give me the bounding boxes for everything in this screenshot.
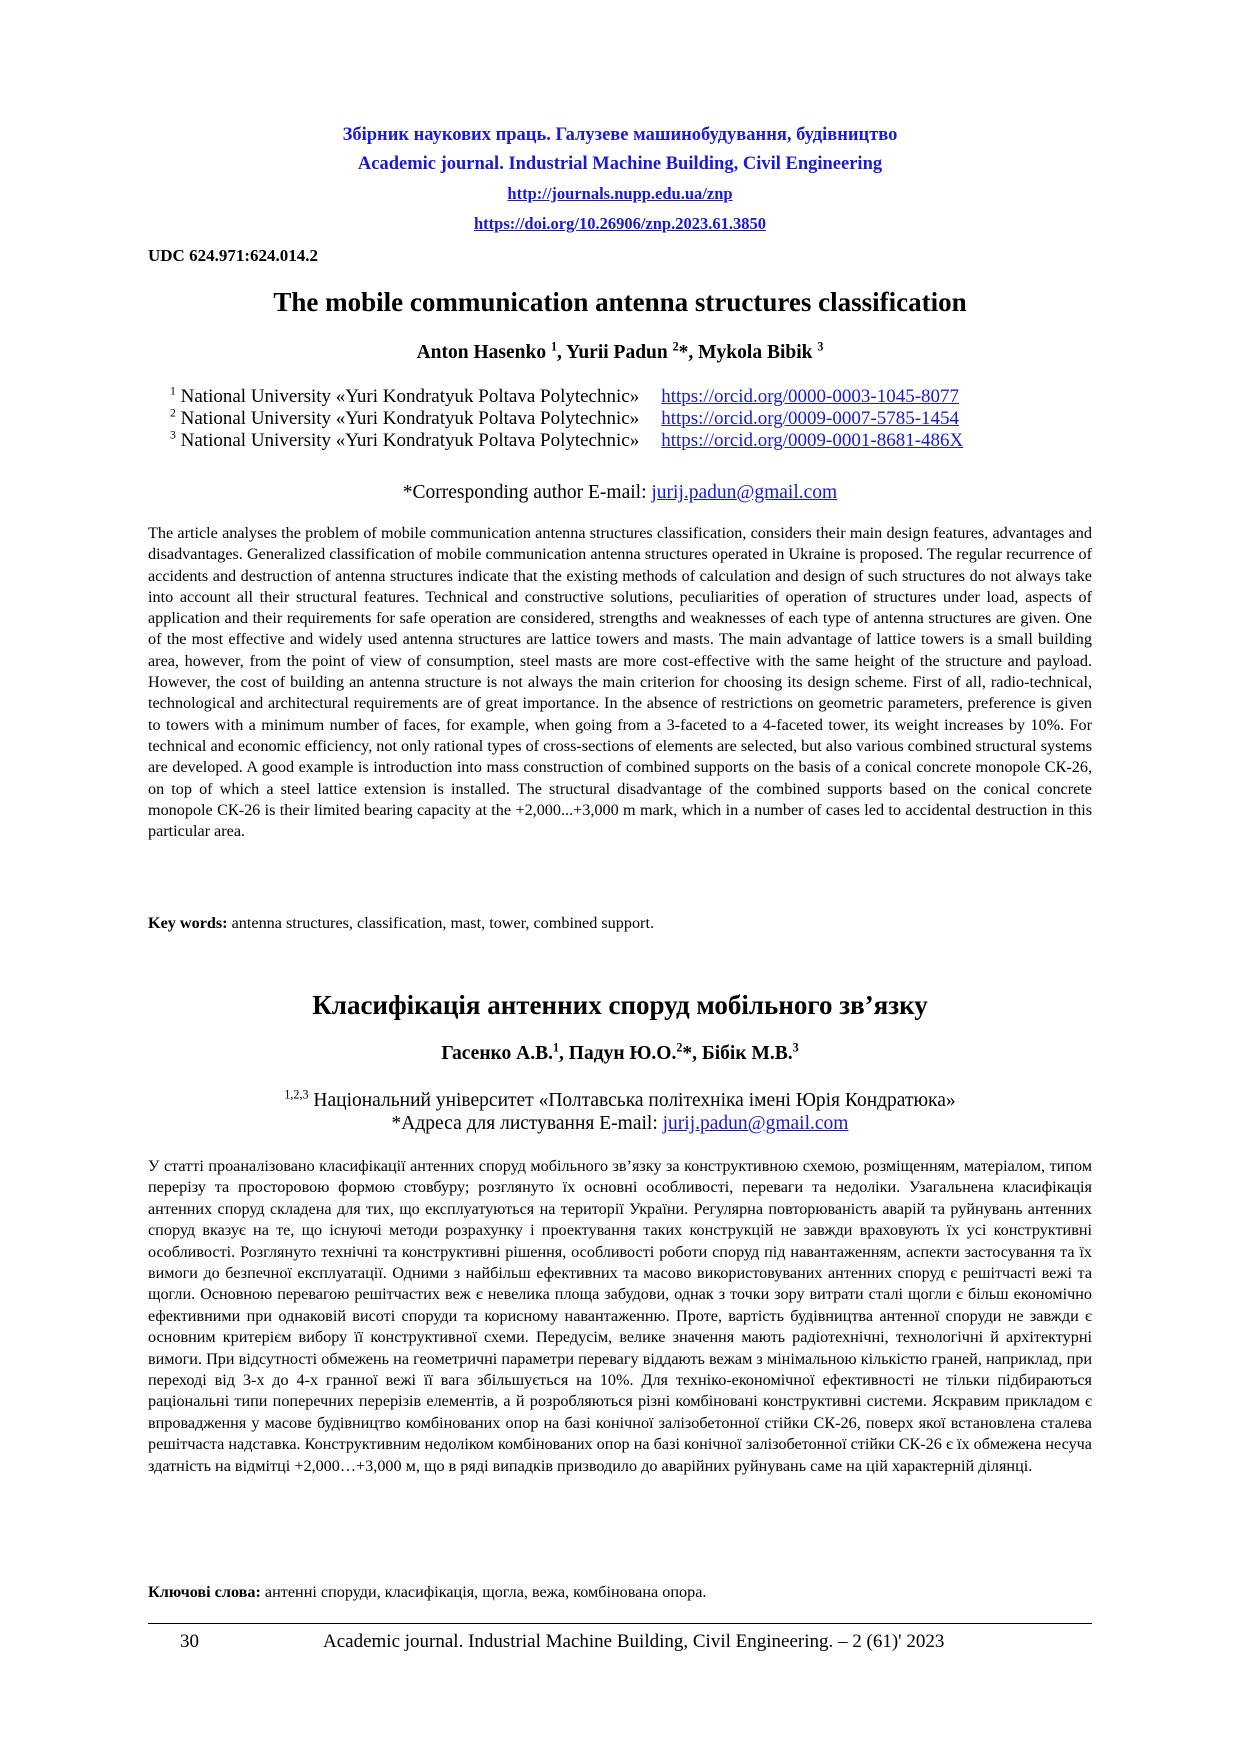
author-affiliation-mark: 1 — [553, 1040, 560, 1055]
authors-ua — [0, 1040, 1240, 1065]
orcid-link[interactable]: https://orcid.org/0000-0003-1045-8077 — [661, 386, 960, 407]
keywords-ua — [148, 1583, 706, 1602]
keywords-text: antenna structures, classification, mast, tower, combined support. — [227, 914, 654, 932]
abstract-ua: У статті проаналізовано класифікації антенних споруд мобільного зв’язку за конструктивною схемою, розміщенням, матеріалом, типом перерізу та просторовою формою стовбуру; розглянуто їх основні особливості, переваги та недоліки. Узагальнена класифікація антенних споруд складена для тих, що експлуатуються на території України. Регулярна повторюваність аварій та руйнувань антенних споруд вказує на те, що існуючі методи розрахунку і проектування таких конструкцій не завжди враховують їх усі конструктивні особливості. Розглянуто технічні та конструктивні рішення, особливості роботи споруд під навантаженням, аспекти застосування та їх вимоги до безпечної експлуатації. Одними з найбільш ефективних та масово використовуваних антенних споруд є решітчасті вежі та щогли. Основною перевагою решітчастих веж є невелика площа забудови, однак з точки зору витрати сталі щогли є більш економічно ефективними при однаковій висоті споруди та корисному навантаженню. Проте, вартість будівництва антенної споруди не завжди є основним критерієм вибору її конструктивної схеми. Передусім, велике значення мають радіотехнічні, технологічні й архітектурні вимоги. При відсутності обмежень на геометричні параметри перевагу віддають вежам з мінімальною кількістю граней, наприклад, при переході від 3-х до 4-х гранної вежі її вага збільшується на 10%. Для техніко-економічної ефективності не тільки підбираються раціональні типи поперечних перерізів елементів, а й розробляються різні комбіновані конструктивні системи. Яскравим прикладом є впровадження у масове будівництво комбінованих опор на базі конічної залізобетонної стійки СК-26, поверх якої встановлена сталева решітчаста надставка. Конструктивним недоліком комбінованих опор на базі конічної залізобетонної стійки СК-26 є їх обмежена несуча здатність на відмітці +2,000…+3,000 м, що в ряді випадків призводило до аварійних руйнувань саме на цій характерній ділянці. — [148, 1157, 1092, 1475]
author-separator: *, — [682, 1043, 702, 1064]
affiliation-org: National University «Yuri Kondratyuk Poltava Polytechnic» — [175, 386, 640, 407]
affiliation-row — [170, 408, 963, 430]
page-number: 30 — [180, 1631, 199, 1652]
author-separator: *, — [678, 342, 699, 363]
article-title-ua: Класифікація антенних споруд мобільного зв’язку — [312, 990, 928, 1020]
author-separator: , — [559, 1043, 569, 1064]
corresponding-label: *Corresponding author E-mail: — [402, 482, 652, 503]
affiliation-mark: 2 — [170, 406, 176, 420]
affiliation-org: National University «Yuri Kondratyuk Poltava Polytechnic» — [175, 408, 640, 429]
corresponding-label: *Адреса для листування E-mail: — [391, 1113, 663, 1134]
orcid-link[interactable]: https://orcid.org/0009-0007-5785-1454 — [661, 408, 960, 429]
author-name: Anton Hasenko — [416, 342, 551, 363]
journal-url-link[interactable]: http://journals.nupp.edu.ua/znp — [507, 184, 733, 203]
author-name: Гасенко А.В. — [441, 1043, 553, 1064]
affiliation-org: National University «Yuri Kondratyuk Poltava Polytechnic» — [175, 430, 640, 451]
author-separator: , — [557, 342, 567, 363]
article-title-en: The mobile communication antenna structures classification — [273, 287, 967, 317]
orcid-link[interactable]: https://orcid.org/0009-0001-8681-486X — [661, 430, 964, 451]
journal-title-ua: Збірник наукових праць. Галузеве машинобудування, будівництво — [342, 125, 898, 145]
affiliation-org: Національний університет «Полтавська політехніка імені Юрія Кондратюка» — [308, 1090, 956, 1111]
journal-title-en: Academic journal. Industrial Machine Building, Civil Engineering — [357, 154, 883, 174]
abstract-en: The article analyses the problem of mobile communication antenna structures classification, considers their main design features, advantages and disadvantages. Generalized classification of mobile communication antenna structures operated in Ukraine is proposed. The regular recurrence of accidents and destruction of antenna structures indicate that the existing methods of calculation and design of such structures do not always take into account all their structural features. Technical and constructive solutions, peculiarities of operation of structures under load, aspects of application and their requirements for safe operation are considered, strengths and weaknesses of each type of antenna structures are given. One of the most effective and widely used antenna structures are lattice towers and masts. The main advantage of lattice towers is a small building area, however, from the point of view of consumption, steel masts are more cost-effective with the same height of the structure and payload. However, the cost of building an antenna structure is not always the main criterion for choosing its design scheme. First of all, radio-technical, technological and architectural requirements are of great importance. In the absence of restrictions on geometric parameters, preference is given to towers with a minimum number of faces, for example, when going from a 3-faceted to a 4-faceted tower, its weight increases by 10%. For technical and economic efficiency, not only rational types of cross-sections of elements are selected, but also various combined structural systems are developed. A good example is introduction into mass construction of combined supports on the basis of a conical concrete monopole СК-26, on top of which a steel lattice extension is installed. The structural disadvantage of the combined supports based on the conical concrete monopole СК-26 is their limited bearing capacity at the +2,000...+3,000 m mark, which in a number of cases led to accidental destruction in this particular area. — [148, 524, 1092, 841]
affiliation-mark: 3 — [170, 428, 176, 442]
author-name: Бібік М.В. — [701, 1043, 793, 1064]
udc-code: UDC 624.971:624.014.2 — [148, 246, 318, 265]
author-name: Mykola Bibik — [698, 342, 818, 363]
affiliation-row — [170, 386, 963, 408]
author-affiliation-mark: 3 — [792, 1040, 799, 1055]
affiliation-row — [170, 430, 963, 452]
affiliation-mark: 1,2,3 — [284, 1087, 309, 1102]
journal-header — [0, 121, 1240, 239]
email-link[interactable]: jurij.padun@gmail.com — [651, 482, 838, 503]
corresponding-author-en — [0, 482, 1240, 504]
keywords-text: антенні споруди, класифікація, щогла, вежа, комбінована опора. — [260, 1583, 707, 1601]
footer-journal: Academic journal. Industrial Machine Building, Civil Engineering. – 2 (61)' 2023 — [323, 1631, 945, 1652]
affiliation-ua — [0, 1087, 1240, 1112]
author-affiliation-mark: 1 — [550, 339, 557, 354]
affiliation-mark: 1 — [170, 384, 176, 398]
author-affiliation-mark: 2 — [672, 339, 679, 354]
author-name: Падун Ю.О. — [568, 1043, 677, 1064]
doi-link[interactable]: https://doi.org/10.26906/znp.2023.61.3850 — [474, 214, 766, 233]
author-affiliation-mark: 2 — [676, 1040, 683, 1055]
keywords-label: Ключові слова: — [148, 1583, 261, 1601]
author-name: Yurii Padun — [566, 342, 673, 363]
email-link[interactable]: jurij.padun@gmail.com — [662, 1113, 849, 1134]
keywords-en — [148, 914, 654, 933]
affiliations-en — [170, 386, 963, 452]
corresponding-author-ua — [0, 1113, 1240, 1135]
keywords-label: Key words: — [148, 914, 228, 932]
authors-en — [0, 339, 1240, 364]
author-affiliation-mark: 3 — [817, 339, 824, 354]
footer-divider — [148, 1623, 1092, 1624]
